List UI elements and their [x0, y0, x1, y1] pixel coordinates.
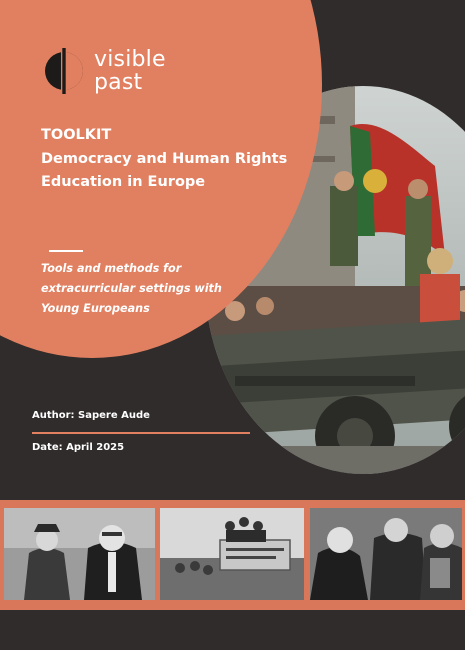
date-label: Date: April 2025 [32, 442, 125, 453]
author-divider [32, 432, 250, 434]
subtitle-line-2: extracurricular settings with [41, 282, 222, 295]
subtitle-line-3: Young Europeans [41, 302, 150, 315]
title-line-3: Education in Europe [41, 174, 206, 190]
brand-line-2: past [94, 70, 143, 95]
title-line-2: Democracy and Human Rights [41, 150, 288, 167]
brand-name [94, 48, 166, 94]
thumbnail-photo-1 [4, 508, 155, 600]
brand-logo [44, 48, 166, 94]
brand-line-1: visible [94, 47, 166, 72]
title-divider [49, 250, 83, 252]
subtitle-line-1: Tools and methods for [41, 262, 182, 275]
document-title [41, 124, 287, 195]
title-line-1: TOOLKIT [41, 127, 112, 143]
author-label: Author: Sapere Aude [32, 410, 150, 421]
thumbnail-photo-3 [310, 508, 462, 600]
thumbnail-photo-2 [160, 508, 304, 600]
visible-past-logo-icon [44, 48, 84, 94]
document-subtitle [41, 259, 222, 319]
